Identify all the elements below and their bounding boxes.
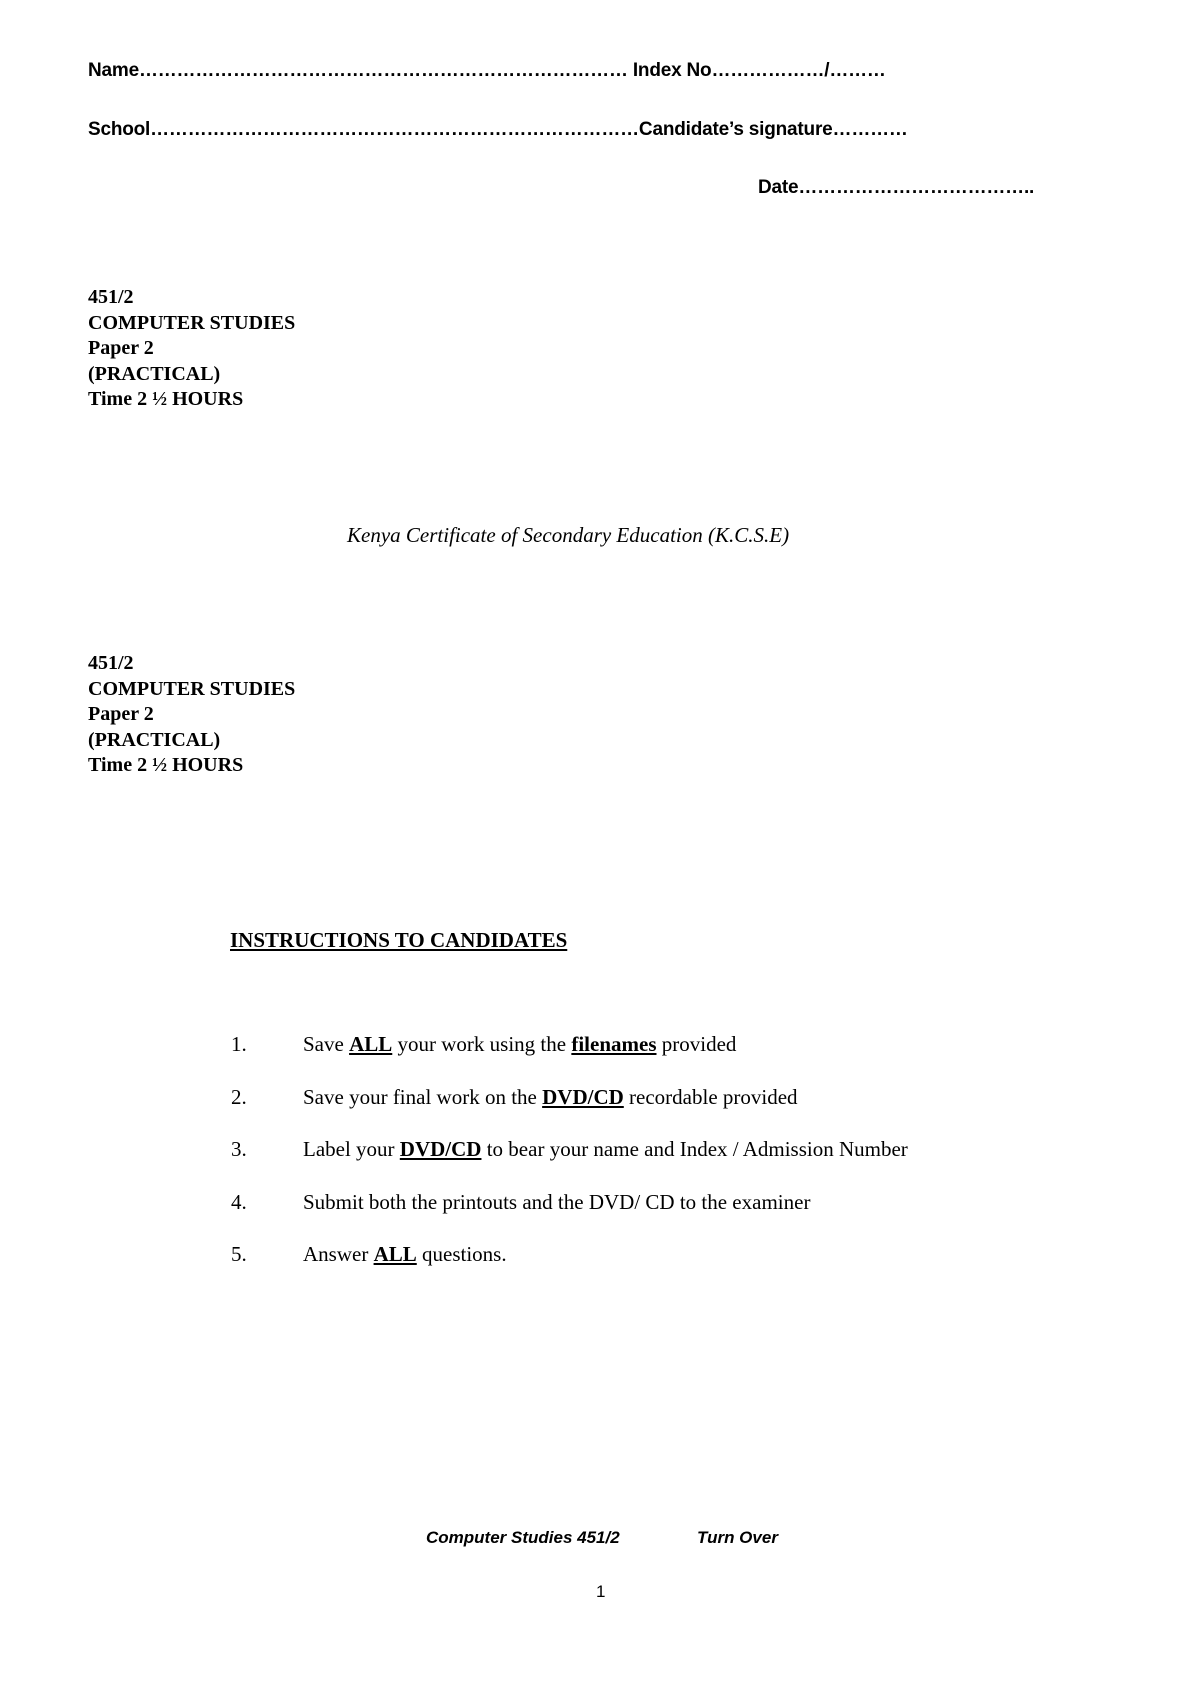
paper-time: Time 2 ½ HOURS	[88, 388, 244, 410]
item-text: Submit both the printouts and the DVD/ CD to the examiner	[303, 1190, 811, 1214]
item-text: Answer ALL questions.	[303, 1242, 507, 1266]
paper-number: Paper 2	[88, 337, 154, 359]
date-field: Date………………………………..	[758, 177, 1035, 198]
item-text: Save your final work on the DVD/CD recordable provided	[303, 1085, 798, 1109]
item-number: 4.	[231, 1190, 247, 1214]
item-number: 2.	[231, 1085, 247, 1109]
footer-turn-over: Turn Over	[697, 1528, 778, 1547]
paper-info-block	[88, 651, 295, 779]
exam-title: Kenya Certificate of Secondary Education (K.C.S.E)	[347, 523, 790, 547]
paper-type: (PRACTICAL)	[88, 728, 221, 751]
paper-time: Time 2 ½ HOURS	[88, 754, 244, 776]
item-text: Label your DVD/CD to bear your name and Index / Admission Number	[303, 1137, 908, 1161]
item-text: Save ALL your work using the filenames provided	[303, 1032, 737, 1056]
instructions-title: INSTRUCTIONS TO CANDIDATES	[230, 928, 568, 952]
paper-code: 451/2	[88, 652, 134, 674]
paper-number: Paper 2	[88, 703, 154, 725]
item-number: 1.	[231, 1032, 247, 1056]
paper-code: 451/2	[88, 286, 134, 308]
paper-subject: COMPUTER STUDIES	[88, 311, 296, 334]
name-index-field: Name…………………………………………………………………… Index No………………/………	[88, 60, 886, 81]
paper-type: (PRACTICAL)	[88, 362, 221, 385]
footer-course: Computer Studies 451/2	[426, 1528, 620, 1547]
paper-subject: COMPUTER STUDIES	[88, 677, 296, 700]
item-number: 5.	[231, 1242, 247, 1266]
page-number: 1	[596, 1582, 606, 1601]
paper-info-block	[88, 285, 295, 413]
item-number: 3.	[231, 1137, 247, 1161]
school-signature-field: School……………………………………………………………………Candidate’s signature…………	[88, 119, 908, 140]
